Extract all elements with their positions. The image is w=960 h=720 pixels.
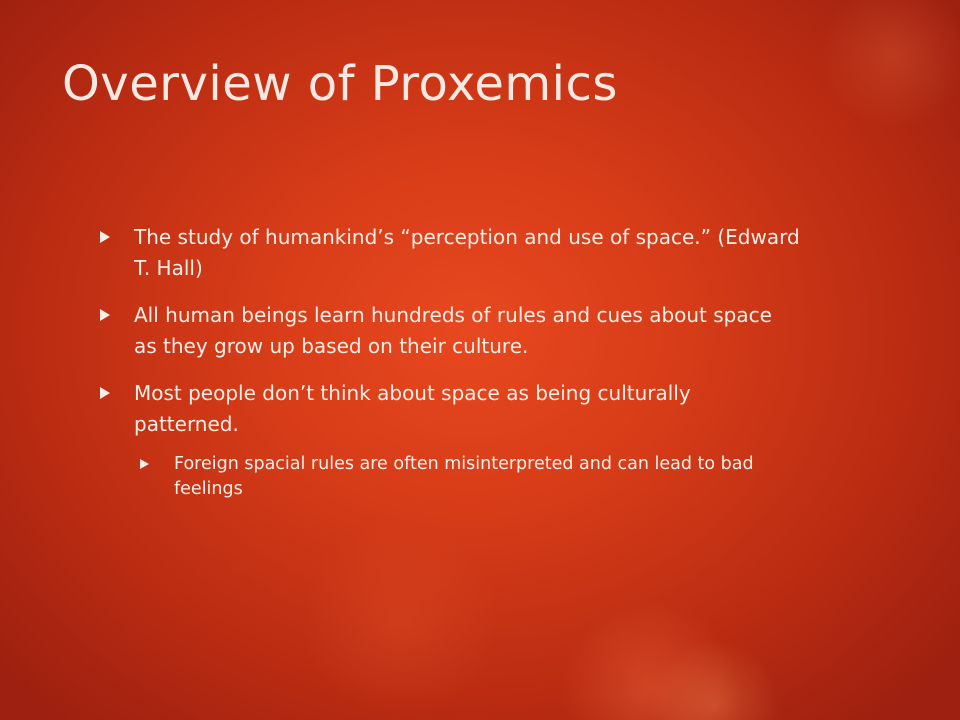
bokeh-light xyxy=(820,0,960,130)
bullet-list xyxy=(100,222,800,502)
triangle-right-icon xyxy=(140,459,149,469)
bullet-text: Most people don’t think about space as being culturally patterned. xyxy=(134,381,691,436)
bokeh-light xyxy=(300,520,500,720)
triangle-right-icon xyxy=(100,387,110,399)
sub-bullet-item xyxy=(140,452,800,502)
bullet-item xyxy=(100,378,800,440)
sub-bullet-text: Foreign spacial rules are often misinterpreted and can lead to bad feelings xyxy=(174,454,754,499)
bullet-text: The study of humankind’s “perception and use of space.” (Edward T. Hall) xyxy=(134,225,800,280)
triangle-right-icon xyxy=(100,309,110,321)
bullet-item xyxy=(100,300,800,362)
bullet-item xyxy=(100,222,800,284)
bokeh-light xyxy=(560,600,740,720)
slide-title: Overview of Proxemics xyxy=(62,56,618,112)
triangle-right-icon xyxy=(100,231,110,243)
bullet-text: All human beings learn hundreds of rules and cues about space as they grow up based on their culture. xyxy=(134,303,772,358)
bokeh-light xyxy=(650,640,780,720)
